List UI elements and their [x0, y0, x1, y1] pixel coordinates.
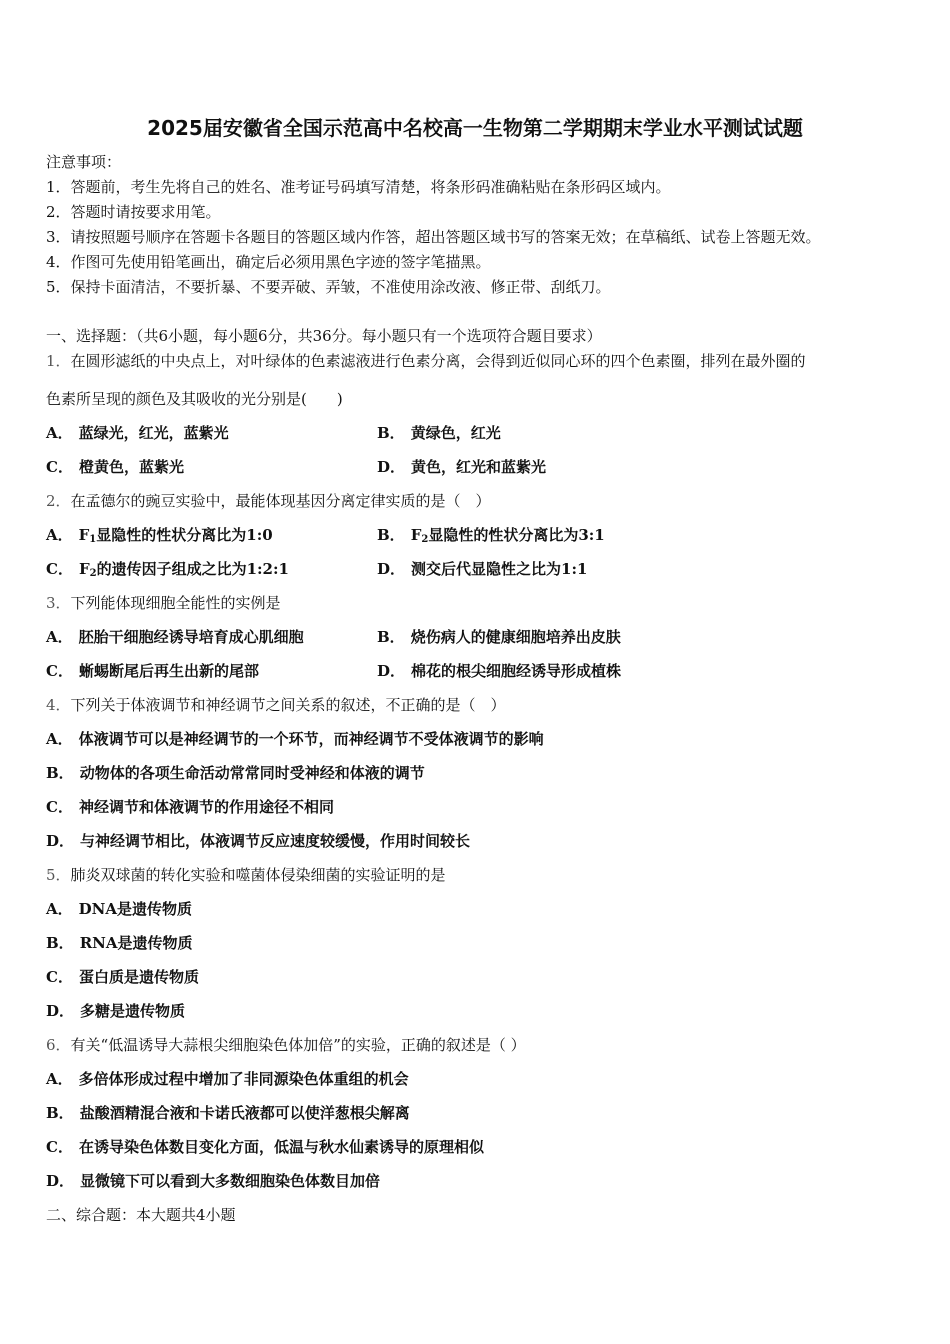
question-1-stem [46, 351, 806, 371]
section-heading-comprehensive: 二、综合题：本大题共4小题 [46, 1206, 236, 1224]
option-c: C． 在诱导染色体数目变化方面，低温与秋水仙素诱导的原理相似 [46, 1138, 484, 1156]
option-b: B． $F_2$显隐性的性状分离比为3:1 [377, 526, 605, 545]
option-a: A． $F_1$显隐性的性状分离比为1:0 [46, 526, 273, 545]
option-c: C． 橙黄色，蓝紫光 [46, 458, 184, 476]
option-b: B． 动物体的各项生命活动常常同时受神经和体液的调节 [46, 764, 425, 782]
option-b: B． 烧伤病人的健康细胞培养出皮肤 [377, 628, 621, 646]
option-a: A． 蓝绿光，红光，蓝紫光 [46, 424, 229, 442]
option-b: B． 黄绿色，红光 [377, 424, 501, 442]
option-d: D． 黄色，红光和蓝紫光 [377, 458, 547, 476]
option-a: A． 体液调节可以是神经调节的一个环节，而神经调节不受体液调节的影响 [46, 730, 544, 748]
notice-item: 2．答题时请按要求用笔。 [46, 203, 221, 221]
question-1-stem-cont: 色素所呈现的颜色及其吸收的光分别是( ) [46, 390, 343, 408]
question-3-stem: 3．下列能体现细胞全能性的实例是 [46, 594, 281, 612]
option-c: C． $F_2$的遗传因子组成之比为1:2:1 [46, 560, 289, 579]
question-6-stem: 6．有关“低温诱导大蒜根尖细胞染色体加倍”的实验，正确的叙述是（ ） [46, 1036, 526, 1054]
option-c: C． 蜥蜴断尾后再生出新的尾部 [46, 662, 259, 680]
option-a: A． 胚胎干细胞经诱导培育成心肌细胞 [46, 628, 304, 646]
notice-item: 1．答题前，考生先将自己的姓名、准考证号码填写清楚，将条形码准确粘贴在条形码区域内。 [46, 178, 671, 196]
notice-item: 5．保持卡面清洁，不要折暴、不要弄破、弄皱，不准使用涂改液、修正带、刮纸刀。 [46, 278, 611, 296]
exam-title: 2025届安徽省全国示范高中名校高一生物第二学期期末学业水平测试试题 [147, 116, 803, 140]
section-heading-choice: 一、选择题：（共6小题，每小题6分，共36分。每小题只有一个选项符合题目要求） [46, 327, 602, 345]
notice-heading: 注意事项： [46, 153, 122, 171]
option-a: A． DNA是遗传物质 [46, 900, 192, 918]
option-d: D． 显微镜下可以看到大多数细胞染色体数目加倍 [46, 1172, 381, 1190]
option-d: D． 棉花的根尖细胞经诱导形成植株 [377, 662, 622, 680]
question-number: 1． [46, 352, 71, 370]
option-a: A． 多倍体形成过程中增加了非同源染色体重组的机会 [46, 1070, 409, 1088]
question-4-stem: 4．下列关于体液调节和神经调节之间关系的叙述，不正确的是（ ） [46, 696, 506, 714]
option-d: D． 与神经调节相比，体液调节反应速度较缓慢，作用时间较长 [46, 832, 471, 850]
notice-item: 3．请按照题号顺序在答题卡各题目的答题区域内作答，超出答题区域书写的答案无效；在草稿纸、试卷上答题无效。 [46, 228, 821, 246]
option-b: B． RNA是遗传物质 [46, 934, 193, 952]
option-c: C． 神经调节和体液调节的作用途径不相同 [46, 798, 334, 816]
question-text: 在圆形滤纸的中央点上，对叶绿体的色素滤液进行色素分离，会得到近似同心环的四个色素圈，排列在最外圈的 [70, 352, 806, 370]
option-b: B． 盐酸酒精混合液和卡诺氏液都可以使洋葱根尖解离 [46, 1104, 410, 1122]
question-5-stem: 5．肺炎双球菌的转化实验和噬菌体侵染细菌的实验证明的是 [46, 866, 446, 884]
option-d: D． 多糖是遗传物质 [46, 1002, 186, 1020]
option-c: C． 蛋白质是遗传物质 [46, 968, 199, 986]
notice-item: 4．作图可先使用铅笔画出，确定后必须用黑色字迹的签字笔描黑。 [46, 253, 491, 271]
question-2-stem: 2．在孟德尔的豌豆实验中，最能体现基因分离定律实质的是（ ） [46, 492, 491, 510]
option-d: D． 测交后代显隐性之比为1:1 [377, 560, 588, 578]
